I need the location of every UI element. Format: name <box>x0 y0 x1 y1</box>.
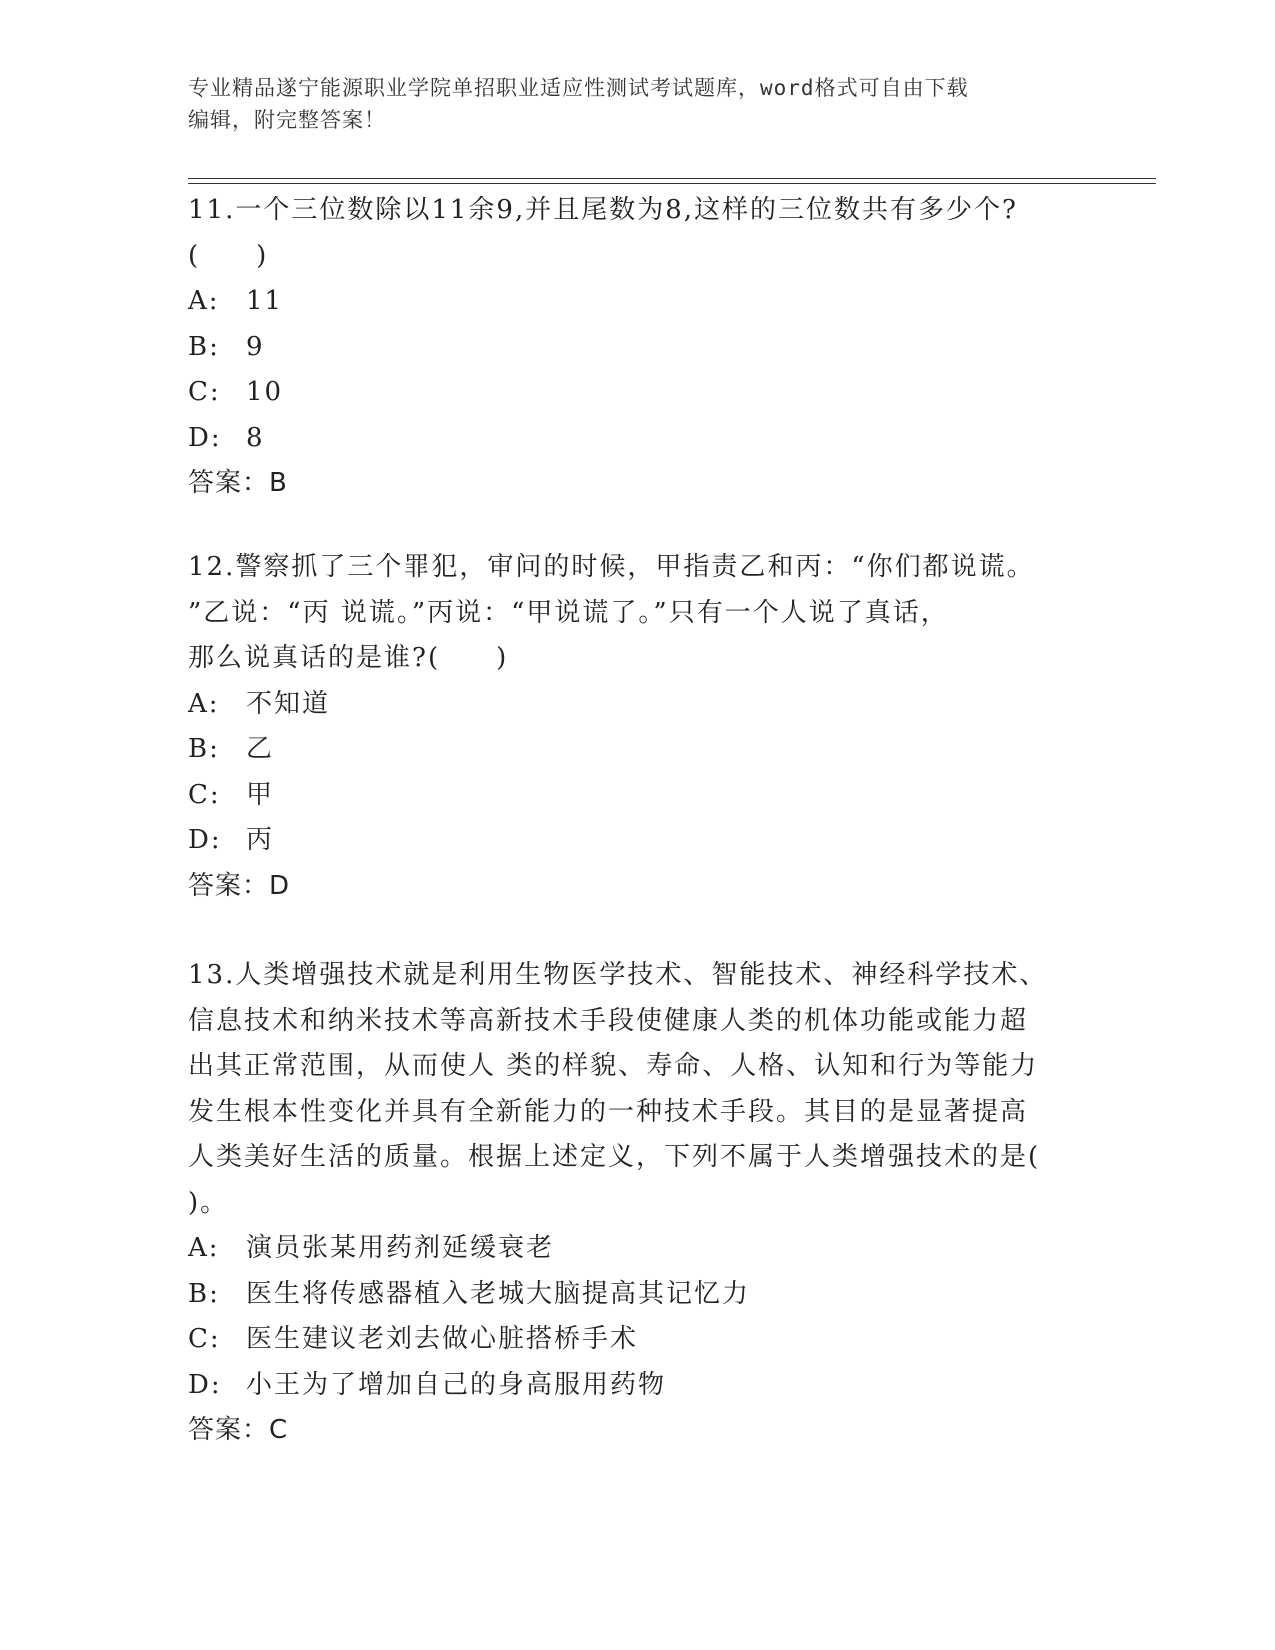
option-a <box>188 279 1088 325</box>
option-key: C: <box>188 1324 221 1354</box>
option-key: C: <box>188 779 221 810</box>
header-divider-top <box>188 178 1156 179</box>
question-line: 出其正常范围，从而使人 类的样貌、寿命、人格、认知和行为等能力 <box>188 1051 1039 1081</box>
question-stem <box>188 545 1088 682</box>
question-line: 发生根本性变化并具有全新能力的一种技术手段。其目的是显著提高 <box>188 1096 1029 1127</box>
option-a <box>188 1226 1088 1272</box>
option-text: 11 <box>246 286 284 316</box>
option-text: 8 <box>246 422 265 453</box>
question-line: 信息技术和纳米技术等高新技术手段使健康人类的机体功能或能力超 <box>188 1005 1029 1036</box>
question-line: 11.一个三位数除以11余9,并且尾数为8,这样的三位数共有多少个? <box>188 195 1018 225</box>
option-c <box>188 773 1088 819</box>
header-divider-bottom <box>188 183 1156 184</box>
option-text: 演员张某用药剂延缓衰老 <box>246 1233 555 1263</box>
option-text: 丙 <box>246 825 275 855</box>
question-13 <box>188 953 1088 1454</box>
option-key: B: <box>188 331 220 362</box>
header-line-1: 专业精品遂宁能源职业学院单招职业适应性测试考试题库，word格式可自由下载 <box>188 76 969 100</box>
option-key: D: <box>188 825 222 855</box>
option-text: 甲 <box>246 779 275 810</box>
answer: 答案：C <box>188 1415 289 1445</box>
option-text: 10 <box>246 377 284 407</box>
question-line: 人类美好生活的质量。根据上述定义，下列不属于人类增强技术的是( <box>188 1142 1041 1172</box>
option-b <box>188 1272 1088 1318</box>
option-c <box>188 370 1088 416</box>
answer: 答案：D <box>188 870 291 901</box>
question-line: ”乙说：“丙 说谎。”丙说：“甲说谎了。”只有一个人说了真话， <box>188 597 949 628</box>
question-line: ( ) <box>188 240 269 271</box>
header-line-2: 编辑，附完整答案！ <box>188 108 386 132</box>
option-key: A: <box>188 688 220 719</box>
option-text: 9 <box>246 331 265 362</box>
option-text: 乙 <box>246 734 275 764</box>
document-header <box>188 72 1088 136</box>
option-key: D: <box>188 422 222 453</box>
option-key: A: <box>188 1233 220 1263</box>
option-text: 不知道 <box>246 688 331 719</box>
question-line: 那么说真话的是谁?( ) <box>188 643 509 673</box>
question-stem <box>188 188 1088 279</box>
question-11 <box>188 188 1088 507</box>
option-text: 医生将传感器植入老城大脑提高其记忆力 <box>246 1278 751 1309</box>
option-d <box>188 1363 1088 1409</box>
option-b <box>188 325 1088 371</box>
option-key: B: <box>188 734 220 764</box>
option-a <box>188 682 1088 728</box>
question-line: )。 <box>188 1187 229 1218</box>
question-12 <box>188 545 1088 909</box>
option-key: D: <box>188 1369 222 1400</box>
question-line: 12.警察抓了三个罪犯，审问的时候，甲指责乙和丙：“你们都说谎。 <box>188 552 1035 582</box>
option-d <box>188 818 1088 864</box>
option-d <box>188 416 1088 462</box>
option-text: 小王为了增加自己的身高服用药物 <box>246 1369 667 1400</box>
option-c <box>188 1317 1088 1363</box>
question-line: 13.人类增强技术就是利用生物医学技术、智能技术、神经科学技术、 <box>188 960 1048 990</box>
question-stem <box>188 953 1088 1226</box>
option-key: B: <box>188 1278 220 1309</box>
option-text: 医生建议老刘去做心脏搭桥手术 <box>246 1324 639 1354</box>
option-key: A: <box>188 286 220 316</box>
option-key: C: <box>188 377 221 407</box>
option-b <box>188 727 1088 773</box>
answer: 答案：B <box>188 468 288 498</box>
